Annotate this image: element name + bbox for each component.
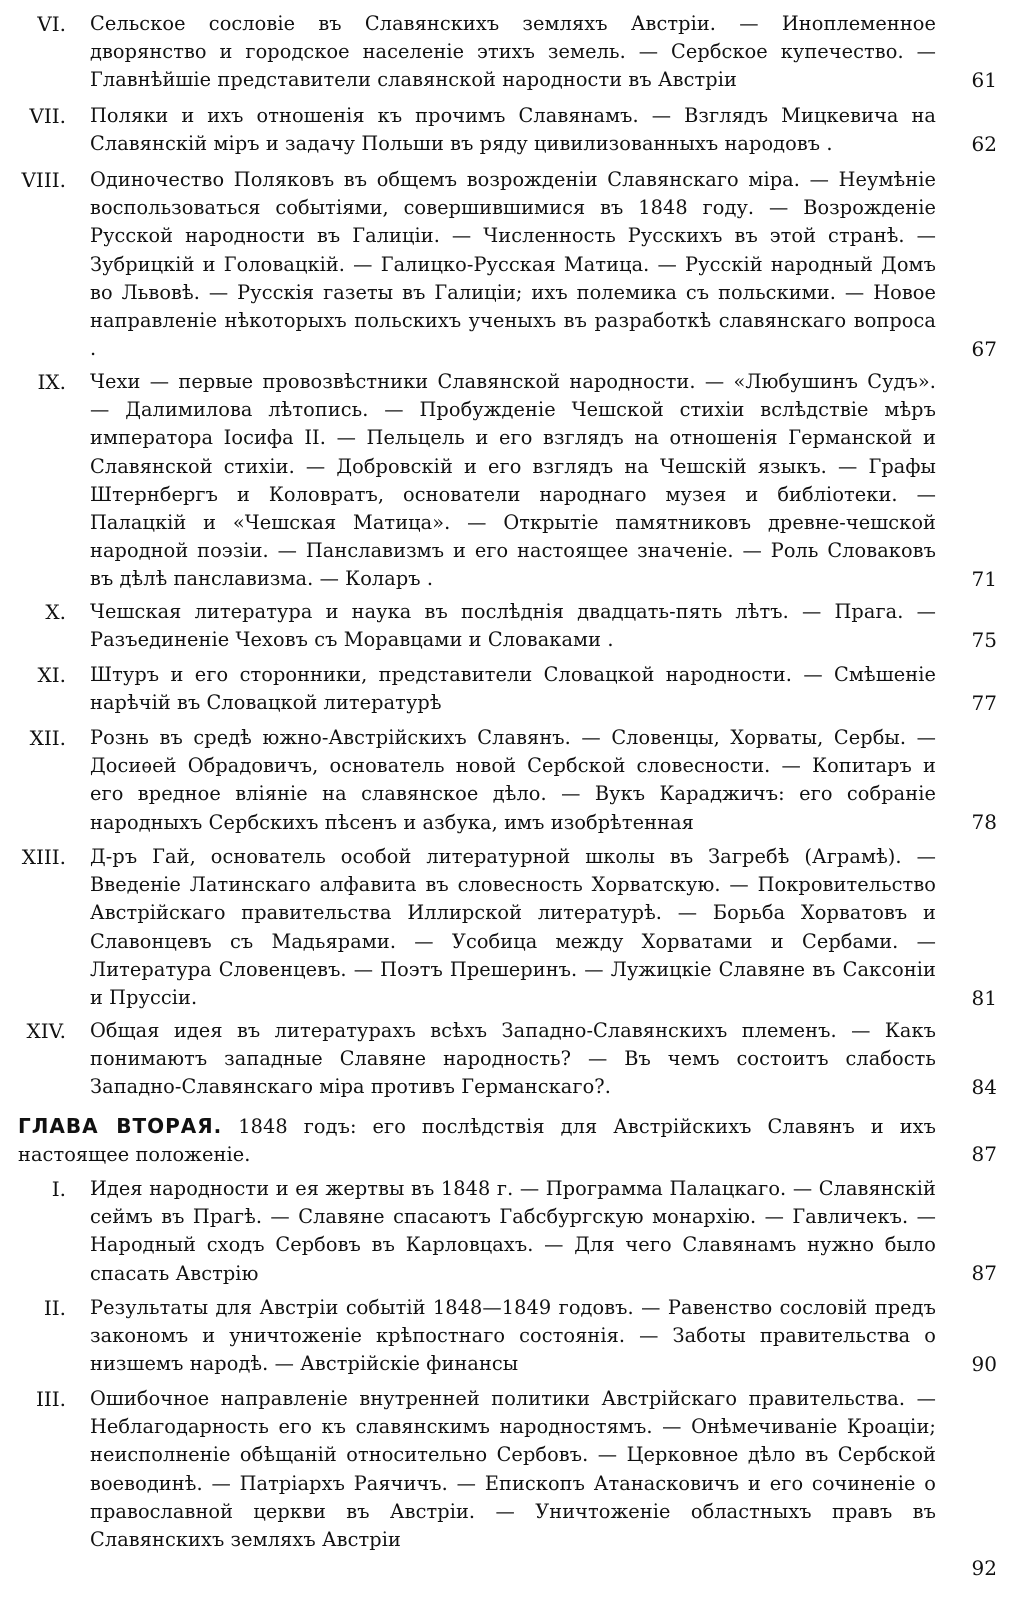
entry-text: Одиночество Поляковъ въ общемъ возрожденіи Славянскаго міра. — Неумѣніе воспользоваться событіями, совершившимися въ 1848 году. — Возрожденіе Русской народности въ Галиціи. — Численность Русскихъ въ этой странѣ. — Зубрицкій и Головацкій. — Галицко-Русская Матица. — Русскій народный Домъ во Львовѣ. — Русскія газеты въ Галиціи; ихъ полемика съ польскими. — Новое направленіе нѣкоторыхъ польскихъ ученыхъ въ разработкѣ славянскаго вопроса . — [90, 168, 936, 361]
entry-page: 87 — [971, 1261, 997, 1285]
entry-page: 92 — [971, 1556, 997, 1580]
chapter-text: 1848 годъ: его послѣдствія для Австрійскихъ Славянъ и ихъ настоящее положеніе. — [18, 1115, 937, 1167]
entry-text: Результаты для Австріи событій 1848—1849 годовъ. — Равенство сословій предъ закономъ и уничтоженіе крѣпостнаго состоянія. — Заботы правительства о низшемъ народѣ. — Австрійскіе финансы — [90, 1296, 936, 1376]
chapter-heading — [18, 1112, 936, 1169]
entry-number: VI. — [37, 12, 66, 36]
entry-text: Рознь въ средѣ южно-Австрійскихъ Славянъ. — Словенцы, Хорваты, Сербы. — Досиѳей Обрадовичъ, основатель новой Сербской словесности. — Копитаръ и его вредное вліяніе на славянское дѣло. — Вукъ Караджичъ: его собраніе народныхъ Сербскихъ пѣсенъ и азбука, имъ изобрѣтенная — [90, 726, 936, 834]
entry-page: 71 — [971, 567, 997, 591]
entry-page: 67 — [971, 337, 997, 361]
entry-text: Чехи — первые провозвѣстники Славянской народности. — «Любушинъ Судъ». — Далимилова лѣтопись. — Пробужденіе Чешской стихіи вслѣдствіе мѣръ императора Іосифа II. — Пельцель и его взглядъ на отношенія Германской и Славянской стихіи. — Добровскій и его взглядъ на Чешскій языкъ. — Графы Штернбергъ и Коловратъ, основатели народнаго музея и библіотеки. — Палацкій и «Чешская Матица». — Открытіе памятниковъ древне-чешской народной поэзіи. — Панславизмъ и его настоящее значеніе. — Роль Словаковъ въ дѣлѣ панславизма. — Коларъ . — [90, 370, 936, 591]
entry-text: Поляки и ихъ отношенія къ прочимъ Славянамъ. — Взглядъ Мицкевича на Славянскій міръ и задачу Польши въ ряду цивилизованныхъ народовъ . — [90, 104, 936, 156]
entry-number: VIII. — [21, 168, 66, 192]
entry-page: 61 — [971, 68, 997, 92]
chapter-page: 87 — [971, 1142, 997, 1166]
entry-text: Общая идея въ литературахъ всѣхъ Западно-Славянскихъ племенъ. — Какъ понимаютъ западные Славяне народность? — Въ чемъ состоитъ слабость Западно-Славянскаго міра противъ Германскаго?. — [90, 1019, 936, 1099]
entry-text: Д-ръ Гай, основатель особой литературной школы въ Загребѣ (Аграмѣ). — Введеніе Латинскаго алфавита въ словесность Хорватскую. — Покровительство Австрійскаго правительства Иллирской литературѣ. — Борьба Хорватовъ и Славонцевъ съ Мадьярами. — Усобица между Хорватами и Сербами. — Литература Словенцевъ. — Поэтъ Прешеринъ. — Лужицкіе Славяне въ Саксоніи и Пруссіи. — [90, 845, 936, 1010]
entry-number: I. — [51, 1177, 66, 1201]
entry-number: II. — [43, 1296, 66, 1320]
entry-page: 77 — [971, 691, 997, 715]
entry-page: 90 — [971, 1352, 997, 1376]
entry-number: VII. — [29, 104, 66, 128]
entry-number: XII. — [29, 726, 66, 750]
entry-page: 84 — [971, 1075, 997, 1099]
entry-number: X. — [45, 600, 66, 624]
entry-number: IX. — [37, 370, 66, 394]
entry-text: Идея народности и ея жертвы въ 1848 г. — Программа Палацкаго. — Славянскій сеймъ въ Прагѣ. — Славяне спасаютъ Габсбургскую монархію. — Гавличекъ. — Народный сходъ Сербовъ въ Карловцахъ. — Для чего Славянамъ нужно было спасать Австрію — [90, 1177, 936, 1285]
entry-page: 78 — [971, 810, 997, 834]
entry-page: 62 — [971, 132, 997, 156]
entry-number: XI. — [37, 663, 66, 687]
entry-page: 75 — [971, 628, 997, 652]
entry-text: Ошибочное направленіе внутренней политики Австрійскаго правительства. — Неблагодарность его къ славянскимъ народностямъ. — Онѣмечиваніе Кроаціи; неисполненіе обѣщаній относительно Сербовъ. — Церковное дѣло въ Сербской воеводинѣ. — Патріархъ Раячичъ. — Епископъ Атанасковичъ и его сочиненіе о православной церкви въ Австріи. — Уничтоженіе областныхъ правъ въ Славянскихъ земляхъ Австріи — [90, 1387, 936, 1552]
entry-number: XIII. — [21, 845, 66, 869]
chapter-title: ГЛАВА ВТОРАЯ. — [18, 1114, 223, 1138]
entry-text: Штуръ и его сторонники, представители Словацкой народности. — Смѣшеніе нарѣчій въ Словацкой литературѣ — [90, 663, 936, 715]
entry-number: III. — [35, 1387, 66, 1411]
entry-number: XIV. — [26, 1019, 66, 1043]
entry-text: Сельское сословіе въ Славянскихъ земляхъ Австріи. — Иноплеменное дворянство и городское населеніе этихъ земель. — Сербское купечество. — Главнѣйшіе представители славянской народности въ Австріи — [90, 12, 936, 92]
entry-page: 81 — [971, 986, 997, 1010]
entry-text: Чешская литература и наука въ послѣднія двадцать-пять лѣтъ. — Прага. — Разъединеніе Чеховъ съ Моравцами и Словаками . — [90, 600, 936, 652]
